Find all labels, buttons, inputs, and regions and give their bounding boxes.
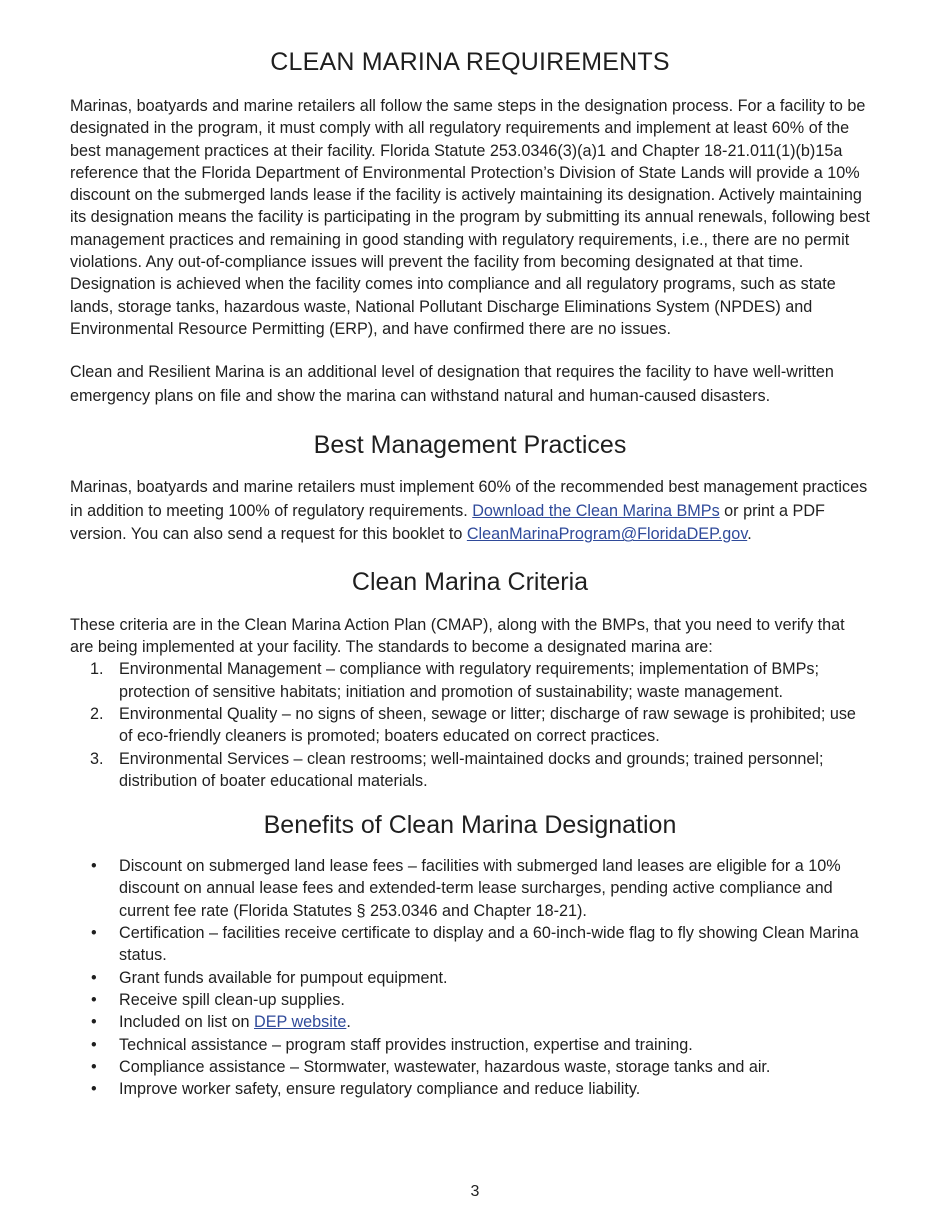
bmp-text-after: .: [747, 525, 752, 544]
benefit-text: Technical assistance – program staff provides instruction, expertise and training.: [119, 1035, 693, 1054]
list-number: 1.: [90, 660, 104, 679]
criteria-item: [70, 748, 870, 793]
criteria-text: Environmental Services – clean restrooms; well-maintained docks and grounds; trained personnel; distribution of boater educational materials.: [119, 749, 824, 790]
bmp-heading: Best Management Practices: [313, 431, 627, 460]
list-number: 2.: [90, 704, 104, 723]
benefit-text: Improve worker safety, ensure regulatory compliance and reduce liability.: [119, 1080, 641, 1099]
benefit-item: [70, 1011, 870, 1033]
benefit-item: [70, 855, 870, 922]
bullet-icon: •: [91, 1035, 97, 1054]
benefit-text: Included on list on: [119, 1013, 250, 1032]
bmp-text-before: Marinas, boatyards and marine retailers must implement 60% of the recommended best management practices in addition to meeting 100% of regulatory requirements.: [70, 478, 868, 520]
bullet-icon: •: [91, 1013, 97, 1032]
benefit-text: Compliance assistance – Stormwater, wastewater, hazardous waste, storage tanks and air.: [119, 1057, 771, 1076]
email-link[interactable]: CleanMarinaProgram@FloridaDEP.gov: [466, 525, 748, 544]
criteria-intro: These criteria are in the Clean Marina Action Plan (CMAP), along with the BMPs, that you need to verify that are being implemented at your facility. The standards to become a designated marina are:: [70, 615, 845, 657]
bullet-icon: •: [91, 1057, 97, 1076]
document-page: [70, 0, 870, 1100]
dep-website-link[interactable]: DEP website: [254, 1013, 347, 1032]
bullet-icon: •: [91, 857, 97, 876]
benefits-heading: Benefits of Clean Marina Designation: [263, 811, 677, 840]
criteria-list: [70, 658, 870, 792]
benefit-item: [70, 967, 870, 989]
benefit-text: Discount on submerged land lease fees – facilities with submerged land leases are eligible for a 10% discount on annual lease fees and extended-term lease surcharges, pending active compliance and current fee rate (Florida Statutes § 253.0346 and Chapter 18-21).: [119, 857, 841, 920]
bullet-icon: •: [91, 1080, 97, 1099]
benefit-item: [70, 1056, 870, 1078]
criteria-item: [70, 658, 870, 703]
list-number: 3.: [90, 749, 104, 768]
criteria-text: Environmental Management – compliance with regulatory requirements; implementation of BMPs; protection of sensitive habitats; initiation and promotion of sustainability; waste management.: [119, 660, 819, 701]
benefit-item: [70, 1078, 870, 1100]
benefit-item: [70, 989, 870, 1011]
bmp-text-middle: or print a PDF version. You can also send a request for this booklet to: [70, 501, 825, 544]
benefit-text: Grant funds available for pumpout equipment.: [119, 968, 448, 987]
resilient-paragraph: Clean and Resilient Marina is an additional level of designation that requires the facility to have well-written emergency plans on file and show the marina can withstand natural and human-caused disasters.: [70, 363, 834, 406]
criteria-item: [70, 703, 870, 748]
intro-paragraph: Marinas, boatyards and marine retailers all follow the same steps in the designation process. For a facility to be designated in the program, it must comply with all regulatory requirements and implement at least 60% of the best management practices at their facility. Florida Statute 253.0346(3)(a)1 and Chapter 18-21.011(1)(b)15a reference that the Florida Department of Environmental Protection’s Division of State Lands will provide a 10% discount on the submerged lands lease if the facility is actively maintaining its designation. Actively maintaining its designation means the facility is participating in the program by submitting its annual renewals, following best management practices and remaining in good standing with regulatory requirements, i.e., there are no permit violations. Any out-of-compliance issues will prevent the facility from becoming designated at that time. Designation is achieved when the facility comes into compliance and all regulatory programs, such as state lands, storage tanks, hazardous waste, National Pollutant Discharge Eliminations System (NPDES) and Environmental Resource Permitting (ERP), and have confirmed there are no issues.: [70, 97, 870, 338]
bullet-icon: •: [91, 924, 97, 943]
bmp-paragraph: [70, 476, 870, 547]
criteria-heading: Clean Marina Criteria: [351, 567, 589, 596]
page-number: 3: [470, 1183, 480, 1200]
benefit-text-after: .: [346, 1013, 351, 1032]
page-title: CLEAN MARINA REQUIREMENTS: [270, 48, 670, 76]
bullet-icon: •: [91, 968, 97, 987]
download-bmps-link[interactable]: Download the Clean Marina BMPs: [472, 501, 720, 520]
benefit-text: Certification – facilities receive certificate to display and a 60-inch-wide flag to fly showing Clean Marina status.: [119, 924, 859, 965]
bullet-icon: •: [91, 990, 97, 1009]
benefit-item: [70, 922, 870, 967]
benefit-text: Receive spill clean-up supplies.: [119, 990, 345, 1009]
benefit-item: [70, 1034, 870, 1056]
criteria-text: Environmental Quality – no signs of sheen, sewage or litter; discharge of raw sewage is prohibited; use of eco-friendly cleaners is promoted; boaters educated on correct practices.: [119, 704, 856, 746]
benefits-list: [70, 855, 870, 1100]
